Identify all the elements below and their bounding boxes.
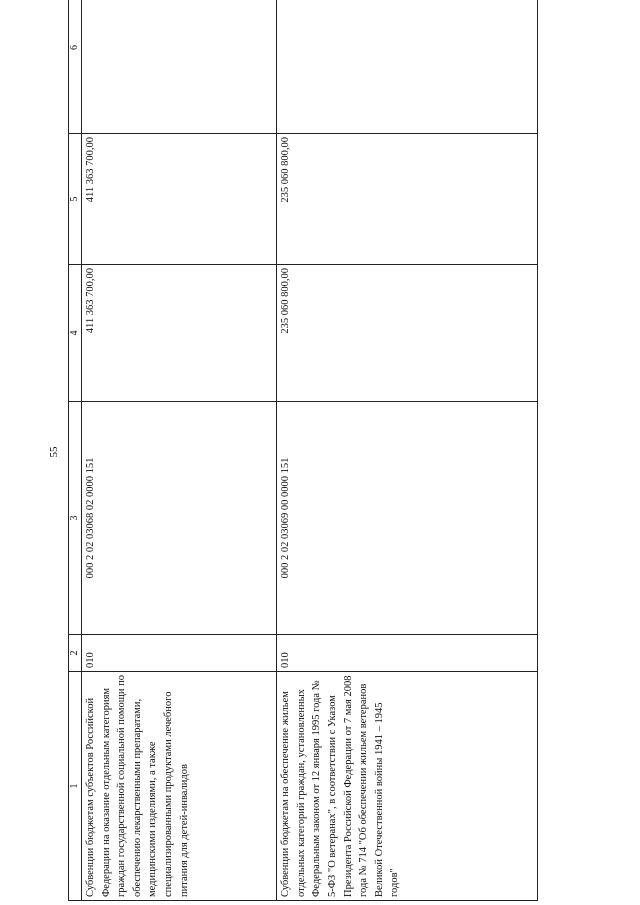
- table-row: [277, 0, 538, 901]
- table-row: [82, 0, 277, 901]
- row-exec-sum-cell: 411 363 700,00: [82, 134, 277, 265]
- header-col-1: 1: [69, 672, 82, 901]
- page-number: 55: [48, 446, 60, 458]
- row-admin-code-cell: 010: [82, 635, 277, 672]
- row-plan-sum-cell: 235 060 800,00: [277, 265, 538, 402]
- row-kbk-code-cell: 000 2 02 03069 00 0000 151: [277, 402, 538, 635]
- row-percent-cell: [277, 0, 538, 134]
- header-col-2: 2: [69, 635, 82, 672]
- budget-table-wrapper: [68, 4, 538, 901]
- header-col-4: 4: [69, 265, 82, 402]
- row-name-cell: Субвенции бюджетам субъектов Российской Федерации на оказание отдельным категориям граждан государственной социальной помощи по обеспечению лекарственными препаратами, медицинскими изделиями, а также специализированными продуктами лечебного питания для детей-инвалидов: [82, 672, 277, 901]
- row-plan-sum-cell: 411 363 700,00: [82, 265, 277, 402]
- row-kbk-code-cell: 000 2 02 03068 02 0000 151: [82, 402, 277, 635]
- row-name-cell: Субвенции бюджетам на обеспечение жильем отдельных категорий граждан, установленных Федеральным законом от 12 января 1995 года № 5-ФЗ "О ветеранах", в соответствии с Указом Президента Российской Федерации от 7 мая 2008 года № 714 "Об обеспечении жильем ветеранов Великой Отечественной войны 1941 – 1945 годов": [277, 672, 538, 901]
- row-percent-cell: [82, 0, 277, 134]
- row-exec-sum-cell: 235 060 800,00: [277, 134, 538, 265]
- header-col-6: 6: [69, 0, 82, 134]
- header-col-5: 5: [69, 134, 82, 265]
- budget-table: [68, 0, 538, 901]
- header-col-3: 3: [69, 402, 82, 635]
- header-row: [69, 0, 82, 901]
- row-admin-code-cell: 010: [277, 635, 538, 672]
